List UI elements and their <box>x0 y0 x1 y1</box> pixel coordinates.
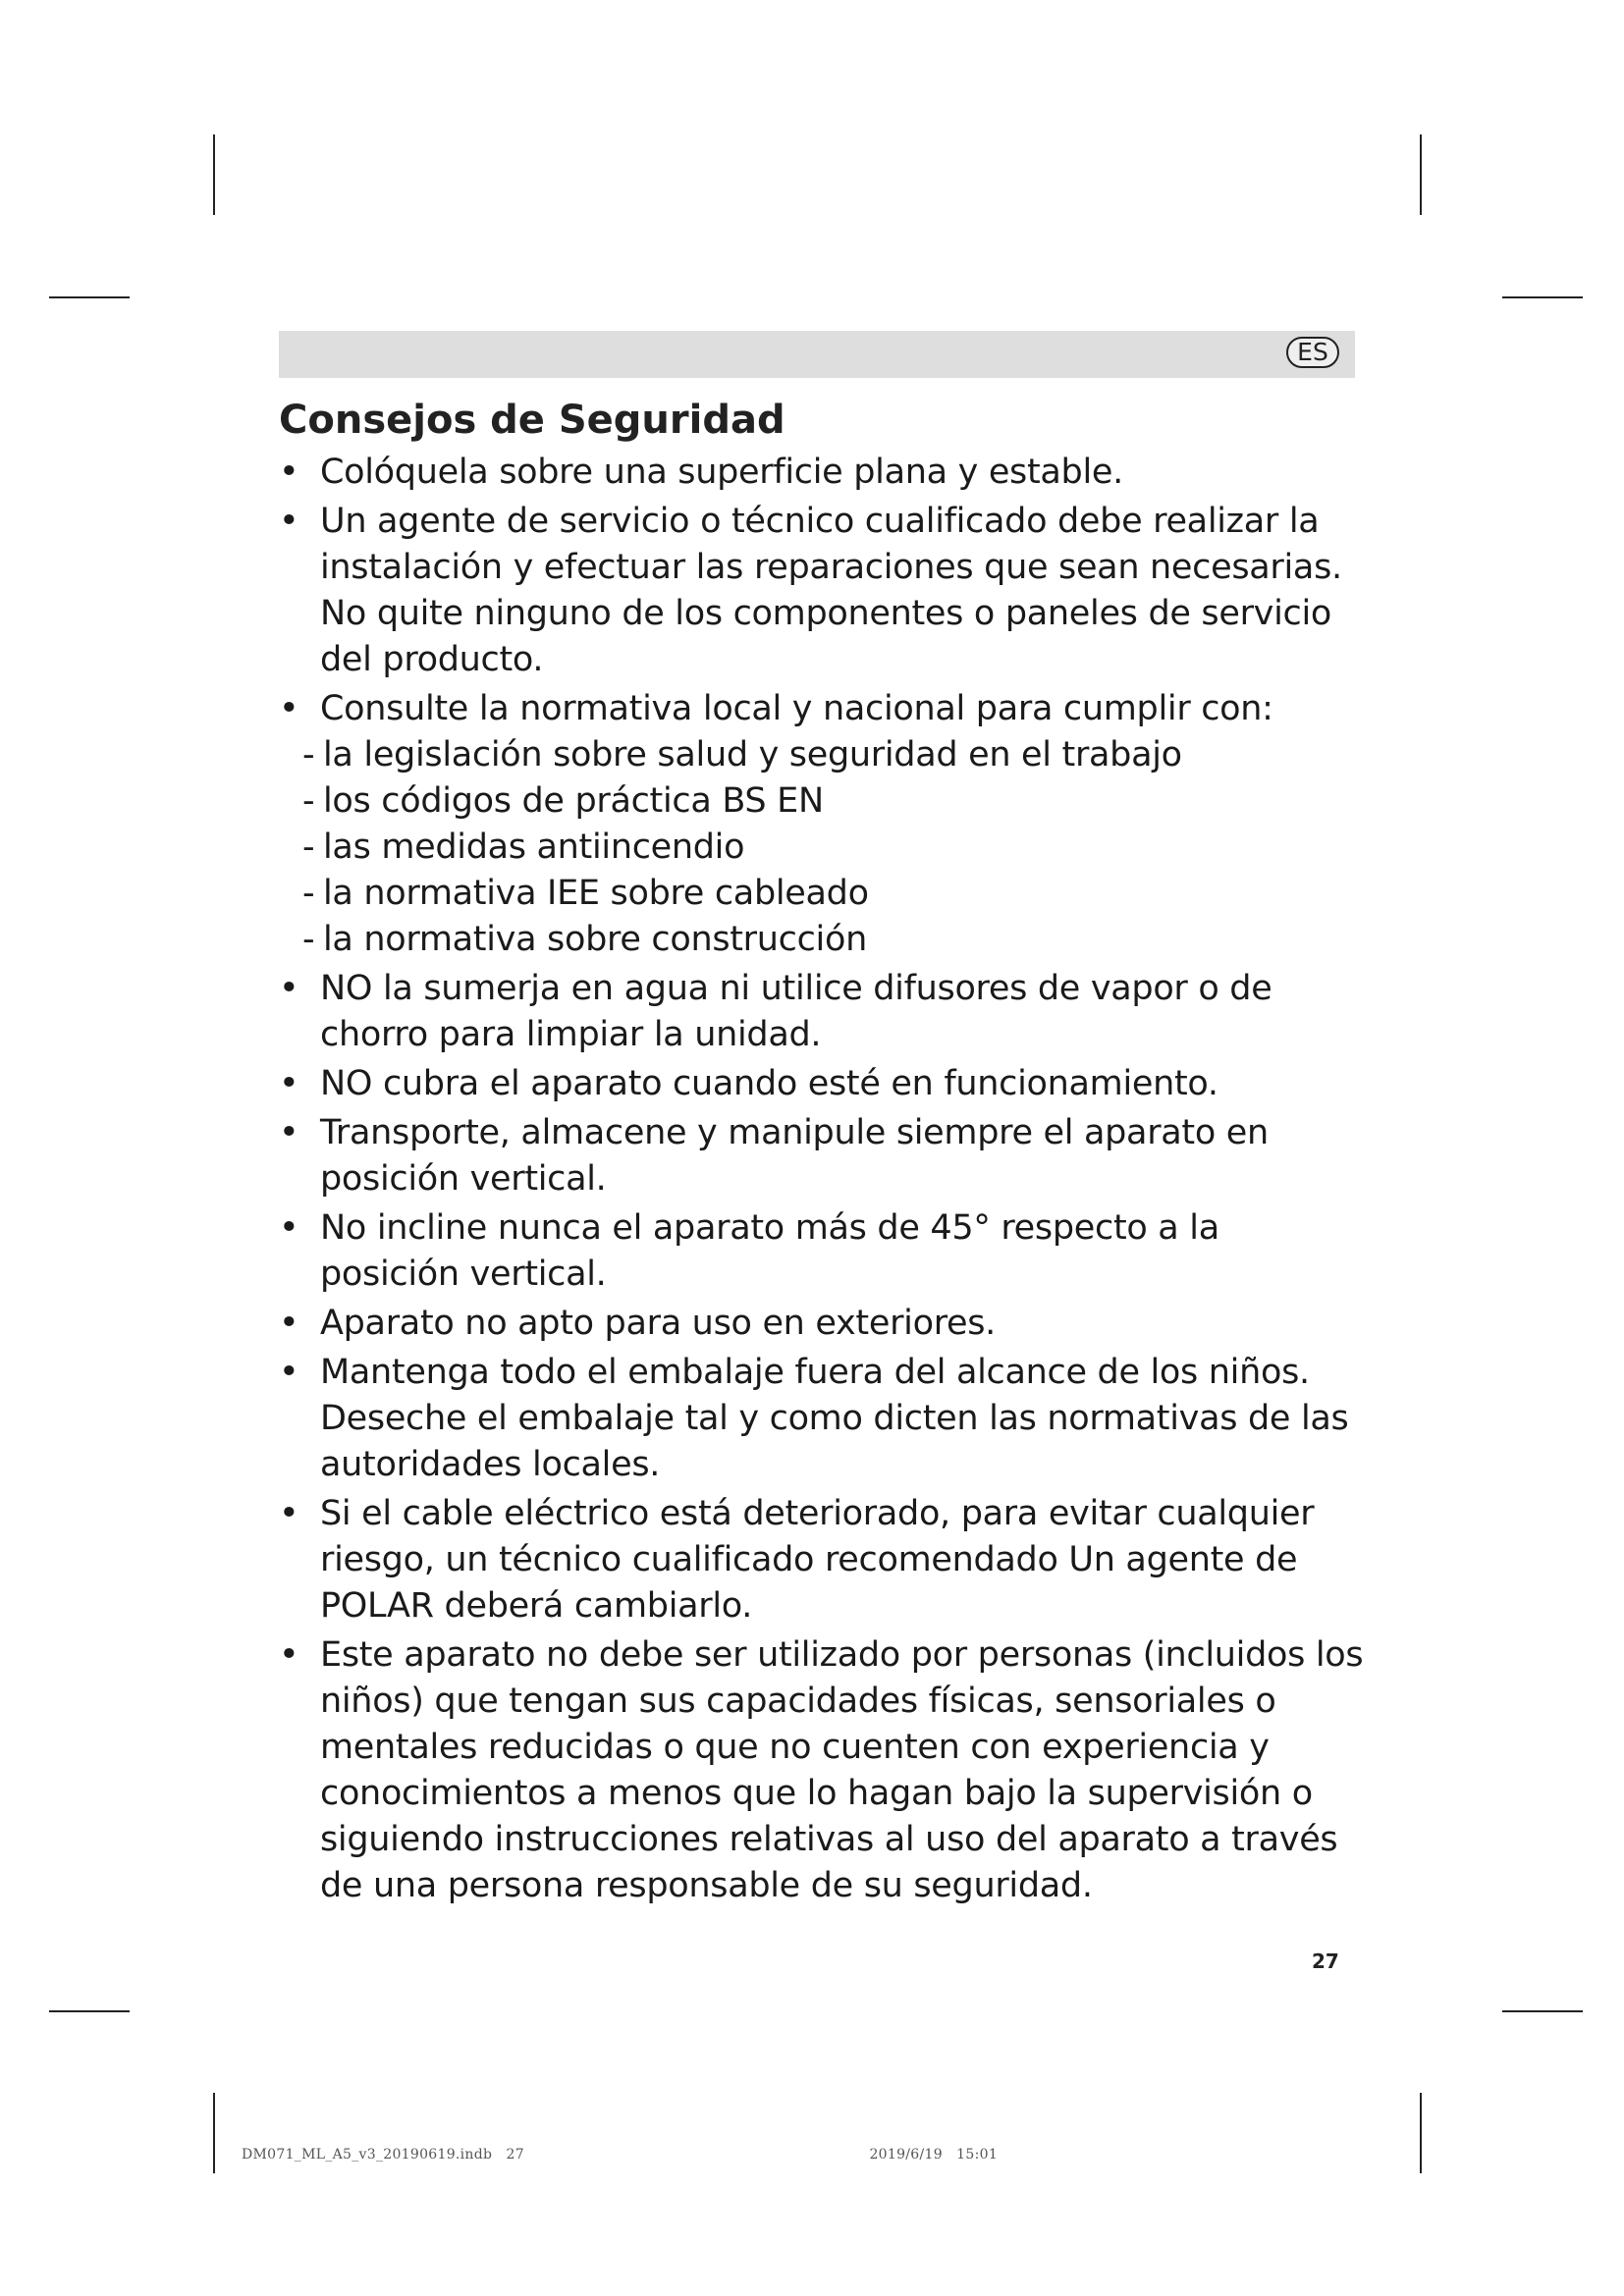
list-item: • Mantenga todo el embalaje fuera del alcance de los niños. Deseche el embalaje tal y como dicten las normativas de las autoridades locales. <box>279 1350 1369 1488</box>
list-item: • Consulte la normativa local y nacional para cumplir con: - la legislación sobre salud y seguridad en el trabajo - los códigos de práctica BS EN - las medidas antiincendio - la normativa IEE sobre cableado - la normativa sobre construcción <box>279 686 1369 963</box>
language-header-band <box>279 331 1355 378</box>
crop-mark-left-upper <box>49 296 130 298</box>
regulations-sublist <box>320 732 1369 963</box>
crop-mark-right-upper <box>1502 296 1583 298</box>
crop-mark-bottom-left <box>213 2093 215 2173</box>
safety-section <box>279 395 1369 1912</box>
crop-mark-right-lower <box>1502 2010 1583 2012</box>
list-item: • Un agente de servicio o técnico cualificado debe realizar la instalación y efectuar las reparaciones que sean necesarias. No quite ninguno de los componentes o paneles de servicio del producto. <box>279 499 1369 683</box>
crop-mark-top-left <box>213 134 215 215</box>
sublist-item: - los códigos de práctica BS EN <box>279 778 1369 825</box>
print-slug: DM071_ML_A5_v3_20190619.indb 27 2019/6/19 15:01 <box>242 2147 999 2163</box>
list-item: • NO cubra el aparato cuando esté en funcionamiento. <box>279 1061 1369 1107</box>
language-badge: ES <box>1286 337 1339 368</box>
page-number: 27 <box>1312 1949 1339 1973</box>
list-item: • Aparato no apto para uso en exteriores. <box>279 1301 1369 1347</box>
section-title: Consejos de Seguridad <box>279 398 785 443</box>
sublist-item: - la legislación sobre salud y seguridad en el trabajo <box>279 732 1369 778</box>
list-item: • Si el cable eléctrico está deteriorado, para evitar cualquier riesgo, un técnico cualificado recomendado Un agente de POLAR deberá cambiarlo. <box>279 1491 1369 1629</box>
list-item: • Este aparato no debe ser utilizado por personas (incluidos los niños) que tengan sus capacidades físicas, sensoriales o mentales reducidas o que no cuenten con experiencia y conocimientos a menos que lo hagan bajo la supervisión o siguiendo instrucciones relativas al uso del aparato a través de una persona responsable de su seguridad. <box>279 1632 1369 1909</box>
crop-mark-bottom-right <box>1420 2093 1422 2173</box>
list-item: • No incline nunca el aparato más de 45° respecto a la posición vertical. <box>279 1205 1369 1298</box>
list-item: • NO la sumerja en agua ni utilice difusores de vapor o de chorro para limpiar la unidad. <box>279 966 1369 1058</box>
list-item: • Transporte, almacene y manipule siempre el aparato en posición vertical. <box>279 1110 1369 1202</box>
list-item: • Colóquela sobre una superficie plana y estable. <box>279 450 1369 496</box>
sublist-item: - la normativa sobre construcción <box>279 917 1369 963</box>
crop-mark-left-lower <box>49 2010 130 2012</box>
sublist-item: - las medidas antiincendio <box>279 825 1369 871</box>
safety-list <box>279 450 1369 1909</box>
crop-mark-top-right <box>1420 134 1422 215</box>
sublist-item: - la normativa IEE sobre cableado <box>279 871 1369 917</box>
